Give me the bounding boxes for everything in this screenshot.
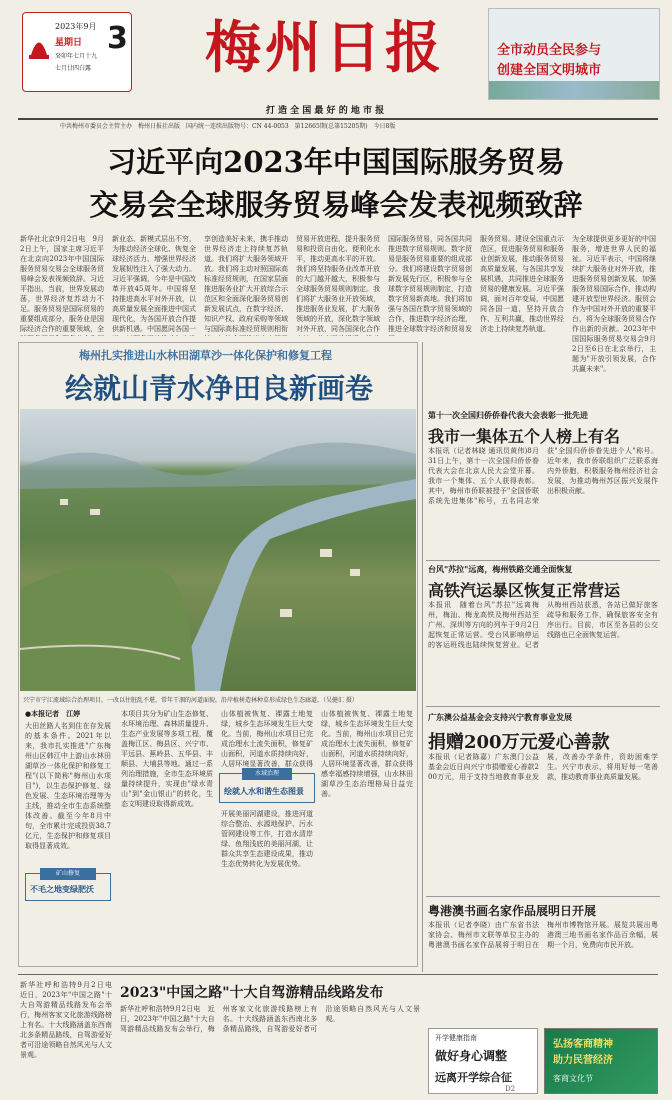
feature-kicker: 梅州扎实推进山水林田湖草沙一体化保护和修复工程 — [79, 349, 332, 362]
divider — [18, 974, 658, 975]
logo-icon — [27, 25, 51, 65]
brief4-title: 粤港澳书画名家作品展明日开展 — [428, 904, 597, 918]
feature-subhead-1-text: 不毛之地变绿肥沃 — [30, 884, 94, 894]
page-number: 3 — [107, 21, 128, 56]
feature-subhead-2-text: 绘就人水和谐生态图景 — [224, 786, 304, 796]
date-year: 2023年9月 — [55, 22, 97, 31]
lead-col-4: 贸易开放进程，提升服务贸易和投资自由化、便利化水平，推动更高水平的开放。我们将坚持服务业改革开放的大门越开越大，积极参与全球服务贸易规则制定。我们将扩大服务业开放领域，推进服务业发展，扩大服务领域的开放，深化数字领域对外开放，同各国深化合作 — [296, 235, 380, 333]
promo-line1: 开学健康指南 — [435, 1034, 477, 1042]
ad-box — [544, 1028, 658, 1094]
brief1-kicker: 第十一次全国归侨侨眷代表大会表彰一批先进 — [428, 410, 588, 420]
feature-body-3: 山体植被恢复、裸露土地复绿，城乡生态环境发生巨大变化。当前，梅州山水项目已完成治理水土流失面积，修复矿山面积，河道水质持续向好，人居环境显著改善，群众获得 — [221, 710, 313, 768]
brief1-body: 本报讯（记者林晓 通讯员黄伟)8月31日上午，第十一次全国归侨侨眷代表大会在北京人民大会堂开幕。我市一个集体、五个人获得表彰。其中，梅州市侨联被授予"全国侨联系统先进集体"称号，五名同志荣获"全国归侨侨眷先进个人"称号。近年来，我市侨联组织广泛联系海内外侨胞，积极服务梅州经济社会发展，为推动梅州苏区振兴发展作出积极贡献。 — [428, 447, 658, 505]
feature-photo — [20, 409, 416, 691]
feature-caption: 兴宁市宁江流域综合治理项目，一改以往脏乱不堪、常年干涸的河道面貌，沿岸植树造林种草形成绿色生态廊道。（吴健汇 摄） — [23, 697, 358, 704]
main-headline-line2: 交易会全球服务贸易峰会发表视频致辞 — [89, 188, 583, 222]
date-weekday: 星期日 — [55, 38, 83, 48]
lead-col-6: 服务贸易。建设全国重点示范区，促进服务贸易和服务业创新发展，推动服务贸易高质量发展，与各国共享发展机遇，共同推进全球服务贸易的健康发展。习近平强调，面对百年变局，中国愿同各国一道，坚持开放合作、互利共赢，推动世界经济走上持续复苏轨道。 — [480, 235, 564, 333]
bottom-body: 新华社呼和浩特9月2日电 近日，2023年"中国之路"十大自驾游精品线路发布会举行，梅州客家文化旅游线路榜上有名。十大线路涵盖东西南北多条精品路线，自驾游爱好者可沿途领略自然风光与人文景观。 — [120, 1005, 420, 1033]
feature-body-4: 开展美丽河湖建设，推进河道综合整治、水源地保护、污水管网建设等工作，打造水清岸绿、鱼翔浅底的美丽河湖，让群众共享生态建设成果，推动生态优势转化为发展优势。 — [221, 810, 313, 868]
promo-tag: D2 — [505, 1085, 516, 1093]
feature-body-2: 本项目共分为矿山生态修复、水环境治理、森林质量提升、生态产业发展等多项工程，覆盖梅江区、梅县区、兴宁市、平远县、蕉岭县、五华县、丰顺县、大埔县等地。通过一系列治理措施，全市生态环境质量持续提升，实现由"绿水青山"到"金山银山"的转化，生态文明建设取得新成效。 — [121, 710, 213, 808]
brief3-body: 本报讯（记者陈嘉）广东澳门公益基金会近日向兴宁市捐赠爱心善款200万元，用于支持当地教育事业发展，改善办学条件，资助困难学生。兴宁市表示，将用好每一笔善款，推动教育事业高质量发展。 — [428, 753, 658, 781]
promo-line3: 远离开学综合征 — [435, 1071, 512, 1084]
ad-text2: 助力民营经济 — [553, 1055, 613, 1066]
header-ad-line2: 创建全国文明城市 — [497, 63, 602, 78]
newspaper-title: 梅州日报 — [205, 15, 445, 81]
divider — [426, 706, 660, 707]
date-lunar: 癸卯年七月十九 — [55, 53, 98, 60]
bottom-title: 2023"中国之路"十大自驾游精品线路发布 — [120, 985, 384, 1001]
feature-section — [18, 342, 418, 967]
feature-body-5: 山体植被恢复、裸露土地复绿，城乡生态环境发生巨大变化。当前，梅州山水项目已完成治理水土流失面积，修复矿山面积，河道水质持续向好，人居环境显著改善，群众获得感幸福感持续增强，山水林田湖草沙生态治理格局日益完善。 — [321, 710, 413, 798]
feature-subhead-1: 矿山修复 不毛之地变绿肥沃 — [25, 873, 111, 901]
ad-text3: 客商文化节 — [553, 1074, 593, 1083]
feature-body-1: 大田丝路人名到住在存发展的基本条件。2021年以来，我市扎实推进"广东梅州山区韩江中上游山水林田湖草沙一体化保护和修复工程"(以下简称"梅州山水项目")，以生态保护修复、绿色发展、生态环境治理等为主线，推动全市生态系统整体改善。截至今年8月中旬，全市累计完成投资38.7亿元，生态保护和修复项目取得显著成效。 — [25, 722, 111, 850]
divider — [426, 896, 660, 897]
brief3-title: 捐赠200万元爱心善款 — [428, 732, 610, 753]
date-box — [22, 12, 132, 92]
divider — [426, 560, 660, 561]
promo-line2: 做好身心调整 — [435, 1049, 508, 1063]
lead-col-7: 为全球提供更多更好的中国服务，增进世界人民的福祉。习近平表示，中国将继续扩大服务业对外开放，推进服务贸易创新发展，加强服务贸易国际合作，推动构建开放型世界经济。服贸会作为中国对外开放的重要平台，将为全球服务贸易合作作出新的贡献。2023年中国国际服务贸易交易会9月2日至6日在北京举行，主题为"开放引领发展，合作共赢未来"。 — [572, 235, 656, 373]
lead-col-5: 国际服务贸易，同各国共同推进数字贸易规则。数字贸易是服务贸易重要的组成部分。我们将建设数字贸易创新发展先行区，积极参与全球数字贸易规则制定，打造数字贸易新高地。我们将加强与各国在数字贸易领域的合作，推进数字经济治理，推进全球数字经济和贸易发 — [388, 235, 472, 333]
ad-text1: 弘扬客商精神 — [553, 1039, 613, 1050]
feature-byline: ●本报记者 江婷 — [25, 709, 81, 718]
brief2-body: 本报讯 随着台风"苏拉"远离梅州，梅汕、梅龙高铁及梅州西站至广州、深圳等方向的列车于9月2日起恢复正常运营。受台风影响停运的客运班线也陆续恢复营业。记者从梅州西站获悉，各站已做好旅客疏导和服务工作，确保旅客安全有序出行。目前，市区至各县的公交线路也已全面恢复运营。 — [428, 601, 658, 649]
lead-col-1: 新华社北京9月2日电 9月2日上午，国家主席习近平在北京向2023年中国国际服务贸易交易会全球服务贸易峰会发表视频致辞。习近平指出，当前，世界发展动荡，世界经济复苏动力不足。服务贸易是国际贸易的重要组成部分，服务业是国际经济合作的重要领域，全 — [20, 235, 104, 333]
issue-info: 中共梅州市委员会主管主办 梅州日报社出版 国内统一连续出版物号：CN 44-0053 第12665期(总第15205期) 今日8版 — [60, 123, 396, 130]
brief3-kicker: 广东澳公益基金会支持兴宁教育事业发展 — [428, 712, 572, 722]
brief1-title: 我市一集体五个人榜上有名 — [428, 427, 621, 446]
newspaper-slogan: 打 造 全 国 最 好 的 地 市 报 — [265, 106, 385, 116]
feature-subhead-2: 水域治理 绘就人水和谐生态图景 — [219, 773, 315, 803]
masthead — [0, 0, 672, 118]
feature-title: 绘就山青水净田良新画卷 — [64, 372, 373, 405]
column-rule — [422, 342, 423, 972]
brief2-kicker: 台风"苏拉"远离，梅州铁路交通全面恢复 — [428, 564, 573, 574]
masthead-rule — [18, 118, 658, 120]
lead-col-3: 享创造美好未来，携手推动世界经济走上持续复苏轨道。我们将扩大服务领域开放。我们将主动对照国际高标准经贸规则，在国家层面推进服务业扩大开放综合示范区和全面深化服务贸易创新发展试点，在数字经济、知识产权、政府采购等领域与国际高标准经贸规则相衔 — [204, 235, 288, 333]
header-ad-line1: 全市动员全民参与 — [497, 43, 602, 58]
lead-col-2: 新业态、新模式层出不穷，为推动经济全球化、恢复全球经济活力、增强世界经济发展韧性注入了强大动力。习近平强调，今年是中国改革开放45周年。中国将坚持推进高水平对外开放，以高质量发展全面推进中国式现代化，为各国开放合作提供新机遇。中国愿同各国一 — [112, 235, 196, 333]
header-ad-image — [489, 81, 659, 99]
brief4-body: 本报讯（记者李晓）由广东省书法家协会、梅州市文联等单位主办的粤港澳书画名家作品展将于明日在梅州市博物馆开展。展览共展出粤港澳三地书画名家作品百余幅，展期一个月，免费向市民开放。 — [428, 921, 658, 949]
bottom-left-col: 新华社呼和浩特9月2日电 近日，2023年"中国之路"十大自驾游精品线路发布会举行，梅州客家文化旅游线路榜上有名。十大线路涵盖东西南北多条精品路线，自驾游爱好者可沿途领略自然风光与人文景观。 — [20, 981, 112, 1059]
header-ad — [488, 8, 660, 100]
brief2-title: 高铁汽运暴区恢复正常营运 — [428, 581, 621, 600]
main-headline-line1: 习近平向2023年中国国际服务贸易 — [107, 145, 565, 179]
promo-box — [428, 1028, 538, 1094]
date-solar-term: 七月廿四白露 — [55, 65, 92, 72]
